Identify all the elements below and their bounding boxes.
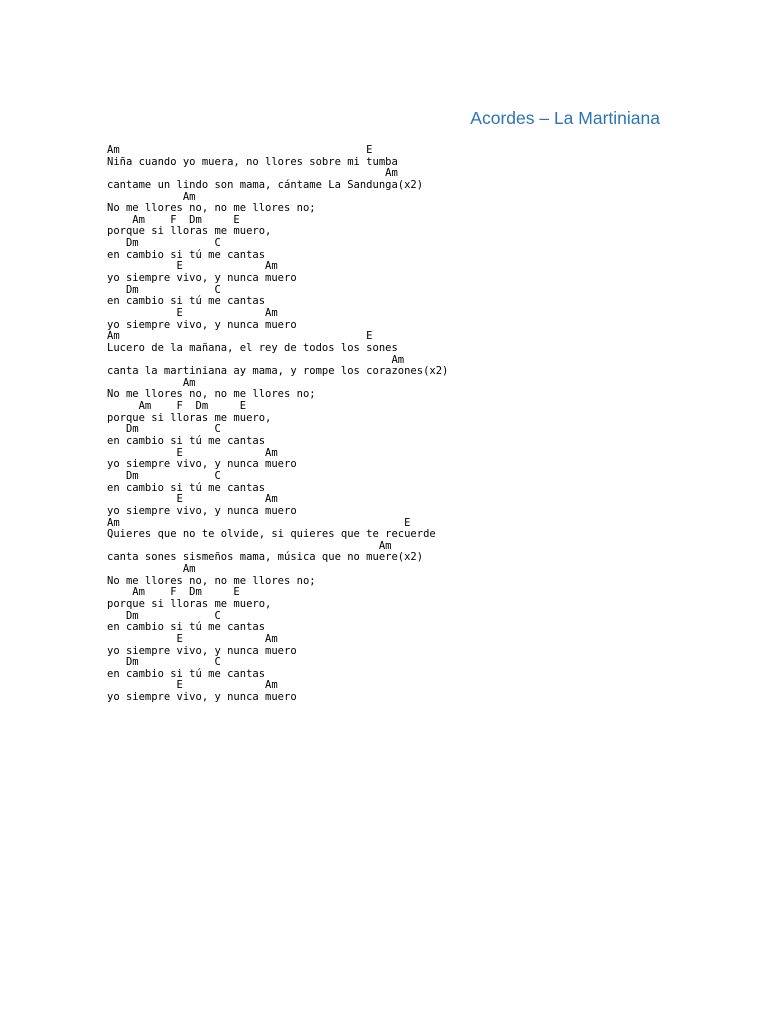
lyric-line: yo siempre vivo, y nunca muero [107,272,297,285]
chord-line: Am F Dm E [107,586,240,599]
lyric-line: yo siempre vivo, y nunca muero [107,691,297,704]
chord-line: Dm C [107,237,221,250]
lyric-line: yo siempre vivo, y nunca muero [107,318,297,331]
chord-line: Am [107,190,196,203]
lyric-line: en cambio si tú me cantas [107,435,266,448]
chord-line: E Am [107,632,278,645]
chord-line: E Am [107,446,278,459]
lyric-line: yo siempre vivo, y nunca muero [107,458,297,471]
chord-line: Am E [107,144,373,156]
lyric-line: cantame un lindo son mama, cántame La Sandunga(x2) [107,178,424,191]
lyric-line: porque si lloras me muero, [107,225,272,238]
lyric-line: canta sones sismeños mama, música que no muere(x2) [107,551,424,564]
chord-line: Am [107,167,398,180]
lyric-line: canta la martiniana ay mama, y rompe los corazones(x2) [107,365,449,378]
lyric-line: en cambio si tú me cantas [107,248,266,261]
chord-line: Am F Dm E [107,213,240,226]
chord-line: Dm C [107,283,221,296]
chord-line: Dm C [107,656,221,669]
lyric-line: porque si lloras me muero, [107,597,272,610]
chord-line: Am [107,539,392,552]
chord-line: Am F Dm E [107,400,247,413]
chord-line: Dm C [107,609,221,622]
lyric-line: en cambio si tú me cantas [107,481,266,494]
chord-line: Dm C [107,469,221,482]
chord-line: E Am [107,260,278,273]
chord-line: Am [107,563,196,576]
lyric-line: yo siempre vivo, y nunca muero [107,504,297,517]
document-title: Acordes – La Martiniana [470,108,660,128]
chord-line: E Am [107,679,278,692]
chord-line: Am E [107,516,411,529]
lyric-line: No me llores no, no me llores no; [107,202,316,215]
chord-line: E Am [107,493,278,506]
lyric-line: en cambio si tú me cantas [107,295,266,308]
lyric-line: yo siempre vivo, y nunca muero [107,644,297,657]
chord-line: Am [107,353,405,366]
lyric-line: en cambio si tú me cantas [107,621,266,634]
lyric-line: Quieres que no te olvide, si quieres que te recuerde [107,528,436,541]
chord-line: E Am [107,306,278,319]
chord-line: Am E [107,330,373,343]
chord-line: Am [107,376,196,389]
lyric-line: No me llores no, no me llores no; [107,574,316,587]
chord-line: Dm C [107,423,221,436]
lyric-line: Lucero de la mañana, el rey de todos los sones [107,341,398,354]
lyric-line: en cambio si tú me cantas [107,667,266,680]
lyric-line: Niña cuando yo muera, no llores sobre mi tumba [107,155,398,168]
lyric-line: porque si lloras me muero, [107,411,272,424]
song-lyrics-chords [107,145,448,704]
lyric-line: No me llores no, no me llores no; [107,388,316,401]
